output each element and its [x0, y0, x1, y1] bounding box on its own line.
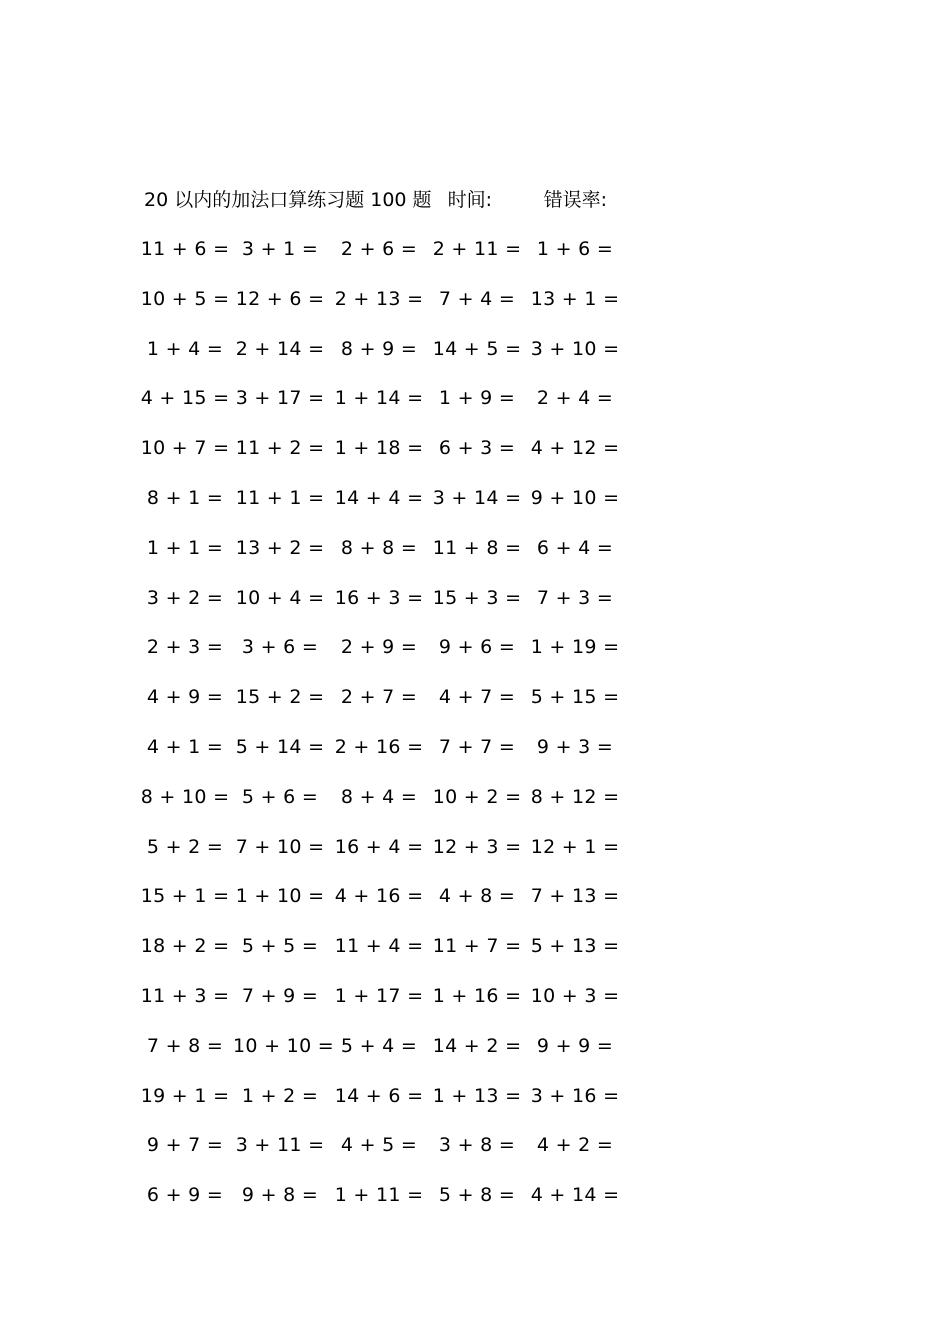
- addition-problem: 4 + 7 =: [438, 686, 516, 709]
- addition-problem: 7 + 8 =: [146, 1034, 224, 1057]
- addition-problem: 5 + 8 =: [438, 1184, 516, 1207]
- problem-row: [143, 1129, 623, 1179]
- problem-row: [140, 880, 623, 930]
- addition-problem: 9 + 6 =: [438, 636, 516, 659]
- addition-problem: 5 + 6 =: [241, 785, 319, 808]
- addition-problem: 19 + 1 =: [140, 1084, 230, 1107]
- problem-row: [143, 831, 623, 881]
- addition-problem: 1 + 14 =: [334, 387, 424, 410]
- problem-row: [140, 432, 623, 482]
- addition-problem: 6 + 4 =: [536, 536, 614, 559]
- addition-problem: 1 + 17 =: [334, 984, 424, 1007]
- addition-problem: 5 + 15 =: [530, 686, 620, 709]
- addition-problem: 4 + 8 =: [438, 885, 516, 908]
- addition-problem: 13 + 2 =: [235, 536, 325, 559]
- problem-row: [140, 283, 623, 333]
- addition-problem: 4 + 15 =: [140, 387, 230, 410]
- addition-problem: 4 + 1 =: [146, 735, 224, 758]
- addition-problem: 9 + 9 =: [536, 1034, 614, 1057]
- addition-problem: 7 + 10 =: [235, 835, 325, 858]
- addition-problem: 1 + 16 =: [432, 984, 522, 1007]
- addition-problem: 10 + 3 =: [530, 984, 620, 1007]
- addition-problem: 4 + 16 =: [334, 885, 424, 908]
- problem-row: [143, 681, 623, 731]
- addition-problem: 7 + 4 =: [438, 287, 516, 310]
- addition-problem: 11 + 8 =: [432, 536, 522, 559]
- problem-row: [143, 532, 623, 582]
- addition-problem: 14 + 2 =: [432, 1034, 522, 1057]
- error-rate-label: 错误率:: [543, 189, 608, 211]
- addition-problem: 2 + 7 =: [340, 686, 418, 709]
- addition-problem: 5 + 13 =: [530, 935, 620, 958]
- addition-problem: 12 + 3 =: [432, 835, 522, 858]
- addition-problem: 5 + 2 =: [146, 835, 224, 858]
- addition-problem: 9 + 7 =: [146, 1134, 224, 1157]
- addition-problem: 7 + 7 =: [438, 735, 516, 758]
- problem-row: [140, 930, 623, 980]
- addition-problem: 4 + 9 =: [146, 686, 224, 709]
- time-label: 时间:: [447, 189, 493, 211]
- problem-row: [140, 781, 623, 831]
- addition-problem: 2 + 6 =: [340, 238, 418, 260]
- problem-row: [143, 333, 623, 383]
- problem-row: [140, 382, 623, 432]
- addition-problem: 1 + 4 =: [146, 337, 224, 360]
- addition-problem: 1 + 1 =: [146, 536, 224, 559]
- addition-problem: 13 + 1 =: [530, 287, 620, 310]
- problem-row: [143, 582, 623, 632]
- addition-problem: 11 + 1 =: [235, 486, 325, 509]
- problem-grid: [140, 233, 623, 1229]
- addition-problem: 3 + 1 =: [241, 238, 319, 260]
- addition-problem: 11 + 3 =: [140, 984, 230, 1007]
- addition-problem: 9 + 10 =: [530, 486, 620, 509]
- addition-problem: 8 + 10 =: [140, 785, 230, 808]
- addition-problem: 10 + 5 =: [140, 287, 230, 310]
- addition-problem: 2 + 11 =: [432, 238, 522, 260]
- problem-row: [140, 980, 623, 1030]
- addition-problem: 10 + 7 =: [140, 437, 230, 460]
- addition-problem: 4 + 14 =: [530, 1184, 620, 1207]
- addition-problem: 12 + 1 =: [530, 835, 620, 858]
- addition-problem: 3 + 2 =: [146, 586, 224, 609]
- problem-row: [143, 731, 623, 781]
- addition-problem: 4 + 12 =: [530, 437, 620, 460]
- addition-problem: 12 + 6 =: [235, 287, 325, 310]
- addition-problem: 8 + 4 =: [340, 785, 418, 808]
- problem-row: [143, 631, 623, 681]
- worksheet-header: [144, 186, 607, 214]
- addition-problem: 3 + 14 =: [432, 486, 522, 509]
- problem-row: [143, 482, 623, 532]
- addition-problem: 1 + 9 =: [438, 387, 516, 410]
- addition-problem: 7 + 3 =: [536, 586, 614, 609]
- addition-problem: 1 + 11 =: [334, 1184, 424, 1207]
- addition-problem: 1 + 2 =: [241, 1084, 319, 1107]
- addition-problem: 3 + 17 =: [235, 387, 325, 410]
- addition-problem: 10 + 4 =: [235, 586, 325, 609]
- addition-problem: 11 + 6 =: [140, 238, 230, 260]
- addition-problem: 14 + 6 =: [334, 1084, 424, 1107]
- addition-problem: 16 + 4 =: [334, 835, 424, 858]
- addition-problem: 3 + 11 =: [235, 1134, 325, 1157]
- addition-problem: 3 + 8 =: [438, 1134, 516, 1157]
- addition-problem: 4 + 5 =: [340, 1134, 418, 1157]
- problem-row: [143, 1030, 623, 1080]
- addition-problem: 4 + 2 =: [536, 1134, 614, 1157]
- addition-problem: 16 + 3 =: [334, 586, 424, 609]
- addition-problem: 9 + 8 =: [241, 1184, 319, 1207]
- addition-problem: 5 + 4 =: [340, 1034, 418, 1057]
- addition-problem: 1 + 19 =: [530, 636, 620, 659]
- addition-problem: 2 + 9 =: [340, 636, 418, 659]
- addition-problem: 15 + 1 =: [140, 885, 230, 908]
- addition-problem: 15 + 3 =: [432, 586, 522, 609]
- addition-problem: 8 + 1 =: [146, 486, 224, 509]
- problem-row: [140, 1080, 623, 1130]
- addition-problem: 2 + 13 =: [334, 287, 424, 310]
- addition-problem: 2 + 14 =: [235, 337, 325, 360]
- addition-problem: 9 + 3 =: [536, 735, 614, 758]
- addition-problem: 11 + 2 =: [235, 437, 325, 460]
- problem-row: [140, 233, 623, 283]
- addition-problem: 3 + 6 =: [241, 636, 319, 659]
- addition-problem: 1 + 6 =: [536, 238, 614, 260]
- addition-problem: 10 + 10 =: [233, 1034, 335, 1057]
- problem-row: [143, 1179, 623, 1229]
- addition-problem: 5 + 14 =: [235, 735, 325, 758]
- addition-problem: 1 + 18 =: [334, 437, 424, 460]
- addition-problem: 7 + 9 =: [241, 984, 319, 1007]
- addition-problem: 6 + 3 =: [438, 437, 516, 460]
- addition-problem: 2 + 16 =: [334, 735, 424, 758]
- addition-problem: 15 + 2 =: [235, 686, 325, 709]
- addition-problem: 14 + 4 =: [334, 486, 424, 509]
- addition-problem: 8 + 12 =: [530, 785, 620, 808]
- addition-problem: 11 + 7 =: [432, 935, 522, 958]
- addition-problem: 1 + 10 =: [235, 885, 325, 908]
- addition-problem: 14 + 5 =: [432, 337, 522, 360]
- addition-problem: 18 + 2 =: [140, 935, 230, 958]
- addition-problem: 8 + 8 =: [340, 536, 418, 559]
- addition-problem: 8 + 9 =: [340, 337, 418, 360]
- addition-problem: 6 + 9 =: [146, 1184, 224, 1207]
- worksheet-title: 20 以内的加法口算练习题 100 题: [144, 189, 432, 211]
- addition-problem: 3 + 16 =: [530, 1084, 620, 1107]
- addition-problem: 5 + 5 =: [241, 935, 319, 958]
- addition-problem: 10 + 2 =: [432, 785, 522, 808]
- addition-problem: 1 + 13 =: [432, 1084, 522, 1107]
- addition-problem: 2 + 3 =: [146, 636, 224, 659]
- addition-problem: 3 + 10 =: [530, 337, 620, 360]
- addition-problem: 2 + 4 =: [536, 387, 614, 410]
- addition-problem: 7 + 13 =: [530, 885, 620, 908]
- addition-problem: 11 + 4 =: [334, 935, 424, 958]
